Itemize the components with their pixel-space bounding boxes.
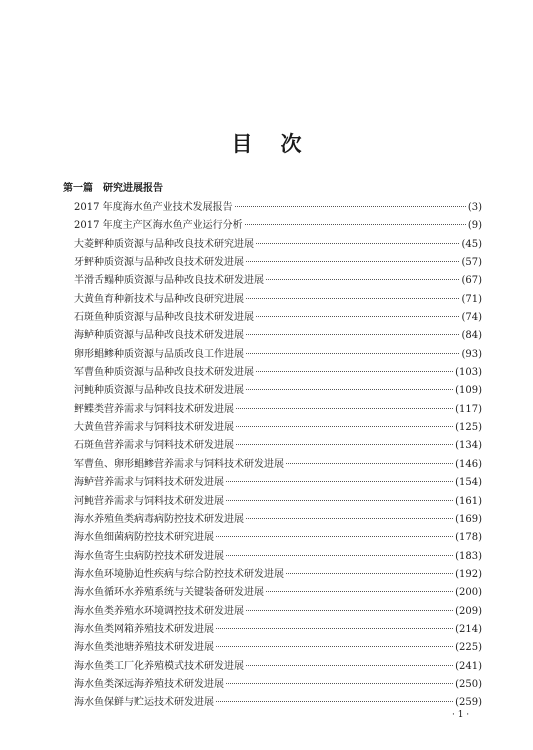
toc-entry-title: 海水鱼类网箱养殖技术研发进展: [74, 623, 214, 635]
part-number: 第一篇: [63, 183, 93, 194]
toc-entry-page: (3): [467, 202, 482, 213]
toc-entry-page: (125): [455, 422, 482, 434]
toc-entry-title: 海鲈种质资源与品种改良技术研发进展: [74, 330, 244, 342]
toc-entry[interactable]: [74, 437, 482, 455]
toc-entry[interactable]: [74, 382, 482, 400]
toc-entry[interactable]: [74, 493, 482, 511]
dot-leader: [246, 665, 453, 666]
dot-leader: [246, 334, 459, 335]
toc-entry-page: (178): [455, 532, 482, 544]
toc-entry-title: 石斑鱼营养需求与饲料技术研发进展: [74, 440, 234, 452]
toc-entry-page: (161): [455, 495, 482, 507]
page-title: [0, 132, 533, 156]
toc-entry-page: (250): [455, 678, 482, 690]
toc-entry-page: (9): [467, 220, 482, 232]
page-title-char: 次: [280, 131, 302, 157]
toc-entry-title: 半滑舌鳎种质资源与品种改良技术研发进展: [74, 275, 264, 287]
toc-entry-page: (84): [461, 330, 482, 342]
toc-entry-title: 海鲈营养需求与饲料技术研发进展: [74, 477, 224, 489]
toc-entry-page: (109): [455, 385, 482, 397]
dot-leader: [246, 518, 453, 519]
dot-leader: [246, 298, 459, 299]
toc-entry-title: 大黄鱼育种新技术与品种改良研究进展: [74, 293, 244, 305]
toc-entry[interactable]: [74, 529, 482, 547]
toc-entry-page: (93): [461, 348, 482, 360]
toc-entry[interactable]: [74, 217, 482, 235]
toc-entry[interactable]: [74, 639, 482, 657]
toc-entry-title: 鲆鲽类营养需求与饲料技术研发进展: [74, 403, 234, 415]
toc-entry[interactable]: [74, 658, 482, 676]
toc-entry[interactable]: [74, 401, 482, 419]
toc-entry-title: 海水养殖鱼类病毒病防控技术研发进展: [74, 513, 244, 525]
toc-entry-title: 海水鱼类池塘养殖技术研发进展: [74, 642, 214, 654]
dot-leader: [216, 536, 453, 537]
toc-entry[interactable]: [74, 272, 482, 290]
toc-entry-page: (259): [455, 697, 482, 709]
dot-leader: [226, 555, 453, 556]
toc-entry-title: 2017 年度海水鱼产业技术发展报告: [74, 202, 233, 213]
toc-entry-page: (74): [461, 312, 482, 324]
toc-entry-title: 海水鱼类深远海养殖技术研发进展: [74, 678, 224, 690]
toc-entry-page: (103): [455, 367, 482, 379]
toc-entry[interactable]: [74, 694, 482, 712]
part-heading: [63, 182, 163, 196]
toc-entry-page: (117): [455, 403, 482, 415]
toc-entry[interactable]: [74, 566, 482, 584]
toc-entry[interactable]: [74, 456, 482, 474]
dot-leader: [286, 463, 453, 464]
toc-entry[interactable]: [74, 236, 482, 254]
dot-leader: [236, 408, 453, 409]
toc-entry-page: (192): [455, 568, 482, 580]
toc-entry-page: (209): [455, 605, 482, 617]
toc-entry-page: (241): [455, 660, 482, 672]
toc-entry[interactable]: [74, 621, 482, 639]
toc-entry-page: (134): [455, 440, 482, 452]
dot-leader: [226, 500, 453, 501]
page-title-char: 目: [231, 131, 253, 157]
toc-entry-title: 大菱鲆种质资源与品种改良技术研究进展: [74, 238, 254, 250]
dot-leader: [236, 444, 453, 445]
toc-entry-title: 海水鱼循环水养殖系统与关键装备研发进展: [74, 587, 264, 599]
toc-entry-title: 河鲀种质资源与品种改良技术研发进展: [74, 385, 244, 397]
dot-leader: [216, 628, 453, 629]
toc-entry-title: 卵形鲳鲹种质资源与品质改良工作进展: [74, 348, 244, 360]
toc-entry[interactable]: [74, 364, 482, 382]
toc-entry-title: 海水鱼寄生虫病防控技术研发进展: [74, 550, 224, 562]
toc-entry-title: 牙鲆种质资源与品种改良技术研发进展: [74, 257, 244, 269]
dot-leader: [266, 279, 459, 280]
toc-entry-page: (154): [455, 477, 482, 489]
toc-entry[interactable]: [74, 291, 482, 309]
toc-entry[interactable]: [74, 676, 482, 694]
toc-entry-page: (67): [461, 275, 482, 287]
toc-entry[interactable]: [74, 254, 482, 272]
dot-leader: [236, 426, 453, 427]
toc-entry[interactable]: [74, 474, 482, 492]
toc-entry-title: 石斑鱼种质资源与品种改良技术研发进展: [74, 312, 254, 324]
dot-leader: [226, 481, 453, 482]
dot-leader: [256, 371, 453, 372]
toc-entry-page: (57): [461, 257, 482, 269]
page-number: · 1 ·: [452, 710, 470, 720]
toc-entry-title: 2017 年度主产区海水鱼产业运行分析: [74, 220, 243, 232]
toc-entry-page: (169): [455, 513, 482, 525]
toc-entry-title: 军曹鱼种质资源与品种改良技术研发进展: [74, 367, 254, 379]
toc-entry-page: (45): [461, 238, 482, 250]
toc-entry[interactable]: [74, 584, 482, 602]
dot-leader: [266, 591, 453, 592]
toc-entry-page: (71): [461, 293, 482, 305]
toc-entry[interactable]: [74, 309, 482, 327]
dot-leader: [226, 683, 453, 684]
toc-entry-title: 海水鱼类工厂化养殖模式技术研发进展: [74, 660, 244, 672]
dot-leader: [286, 573, 453, 574]
toc-entry-title: 海水鱼环境胁迫性疾病与综合防控技术研发进展: [74, 568, 284, 580]
toc-entry[interactable]: [74, 603, 482, 621]
dot-leader: [246, 261, 459, 262]
toc-entry[interactable]: [74, 419, 482, 437]
toc-entry-title: 河鲀营养需求与饲料技术研发进展: [74, 495, 224, 507]
toc-entry-page: (200): [455, 587, 482, 599]
toc-entry-title: 军曹鱼、卵形鲳鲹营养需求与饲料技术研发进展: [74, 458, 284, 470]
toc-entry[interactable]: [74, 511, 482, 529]
toc-entry-page: (183): [455, 550, 482, 562]
toc-entry-title: 海水鱼类养殖水环境调控技术研发进展: [74, 605, 244, 617]
dot-leader: [246, 353, 459, 354]
dot-leader: [216, 646, 453, 647]
dot-leader: [256, 243, 459, 244]
toc-entry-page: (214): [455, 623, 482, 635]
toc-entry-page: (225): [455, 642, 482, 654]
dot-leader: [216, 701, 453, 702]
toc-entry[interactable]: [74, 199, 482, 217]
toc-entry-title: 大黄鱼营养需求与饲料技术研发进展: [74, 422, 234, 434]
dot-leader: [245, 224, 466, 225]
dot-leader: [246, 610, 453, 611]
dot-leader: [256, 316, 459, 317]
dot-leader: [246, 389, 453, 390]
toc-entry-title: 海水鱼细菌病防控技术研究进展: [74, 532, 214, 544]
dot-leader: [235, 206, 466, 207]
toc-entry[interactable]: [74, 548, 482, 566]
part-name: 研究进展报告: [103, 183, 163, 194]
toc-list: [74, 199, 482, 713]
toc-entry[interactable]: [74, 327, 482, 345]
toc-entry[interactable]: [74, 346, 482, 364]
toc-entry-title: 海水鱼保鲜与贮运技术研发进展: [74, 697, 214, 709]
toc-entry-page: (146): [455, 458, 482, 470]
